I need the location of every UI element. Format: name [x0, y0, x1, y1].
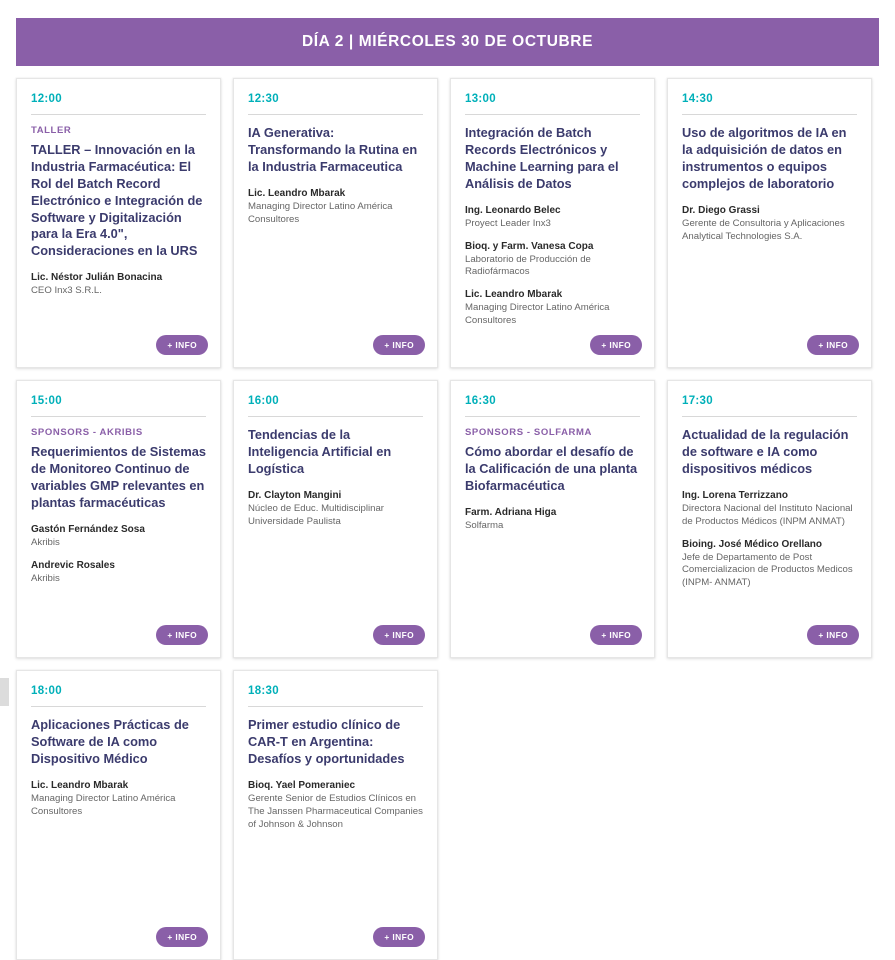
speaker-role: Akribis	[31, 536, 60, 548]
session-time: 18:30	[248, 685, 423, 707]
day-header-bar	[16, 18, 879, 66]
session-card[interactable]	[16, 78, 221, 368]
session-title: Tendencias de la Inteligencia Artificial en Logística	[248, 427, 392, 476]
speaker-name: Farm. Adriana Higa	[465, 506, 557, 518]
day-header-title: DÍA 2 | MIÉRCOLES 30 DE OCTUBRE	[301, 33, 594, 50]
speaker-role: Laboratorio de Producción de Radiofármacos	[465, 253, 591, 278]
speaker-role: Managing Director Latino América Consultores	[31, 792, 176, 817]
session-card[interactable]	[450, 380, 655, 658]
info-button[interactable]: + INFO	[590, 335, 642, 355]
speaker-role: Solfarma	[465, 519, 504, 531]
info-button[interactable]: + INFO	[156, 625, 208, 645]
speaker-name: Bioq. y Farm. Vanesa Copa	[465, 240, 594, 252]
info-button[interactable]: + INFO	[156, 927, 208, 947]
info-button[interactable]: + INFO	[373, 927, 425, 947]
speaker	[248, 489, 423, 529]
speaker	[31, 779, 206, 819]
session-title: Requerimientos de Sistemas de Monitoreo Continuo de variables GMP relevantes en plantas farmacéuticas	[31, 444, 206, 510]
session-card[interactable]	[667, 78, 872, 368]
session-title: Primer estudio clínico de CAR-T en Argentina: Desafíos y oportunidades	[248, 717, 405, 766]
speaker-role: Directora Nacional del Instituto Nacional de Productos Médicos (INPM ANMAT)	[682, 502, 853, 527]
session-title: Integración de Batch Records Electrónicos y Machine Learning para el Análisis de Datos	[465, 125, 619, 191]
speaker-name: Lic. Néstor Julián Bonacina	[31, 272, 163, 284]
info-button[interactable]: + INFO	[373, 625, 425, 645]
session-title: Uso de algoritmos de IA en la adquisición de datos en instrumentos o equipos complejos de laboratorio	[682, 125, 847, 191]
speaker-name: Dr. Clayton Mangini	[248, 489, 342, 501]
speaker	[31, 271, 206, 298]
session-title: Actualidad de la regulación de software e IA como dispositivos médicos	[682, 427, 849, 476]
speaker-name: Lic. Leandro Mbarak	[248, 187, 346, 199]
speaker-role: Núcleo de Educ. Multidisciplinar Universidade Paulista	[248, 502, 384, 527]
session-kicker: SPONSORS - AKRIBIS	[31, 427, 143, 438]
info-button[interactable]: + INFO	[807, 335, 859, 355]
speaker	[682, 538, 857, 591]
session-time: 14:30	[682, 93, 857, 115]
info-button[interactable]: + INFO	[807, 625, 859, 645]
speaker-name: Ing. Lorena Terrizzano	[682, 489, 788, 501]
speaker	[465, 506, 640, 533]
session-time: 12:00	[31, 93, 206, 115]
speaker-role: Jefe de Departamento de Post Comercializacion de Productos Medicos (INPM- ANMAT)	[682, 551, 853, 589]
info-button[interactable]: + INFO	[156, 335, 208, 355]
speaker-role: Managing Director Latino América Consultores	[465, 302, 610, 327]
speaker-role: Managing Director Latino América Consultores	[248, 200, 393, 225]
speaker-role: Proyect Leader Inx3	[465, 217, 551, 229]
speaker	[248, 187, 423, 227]
speaker	[682, 204, 857, 244]
session-card[interactable]	[450, 78, 655, 368]
info-button[interactable]: + INFO	[373, 335, 425, 355]
session-card[interactable]	[233, 78, 438, 368]
speaker-role: Gerente Senior de Estudios Clínicos en The Janssen Pharmaceutical Companies of Johnson & Johnson	[248, 792, 423, 830]
speaker-name: Bioing. José Médico Orellano	[682, 538, 823, 550]
session-card[interactable]	[233, 380, 438, 658]
page-edge-tab	[0, 678, 9, 706]
speaker-role: CEO Inx3 S.R.L.	[31, 285, 102, 297]
session-time: 13:00	[465, 93, 640, 115]
session-title: TALLER – Innovación en la Industria Farmacéutica: El Rol del Batch Record Electrónico e Integración de Software y Digitalización para la Era 4.0", Consideraciones en la URS	[31, 142, 203, 259]
session-card[interactable]	[16, 380, 221, 658]
speaker-name: Dr. Diego Grassi	[682, 204, 760, 216]
session-kicker: SPONSORS - SOLFARMA	[465, 427, 592, 438]
speaker	[682, 489, 857, 529]
speaker-name: Andrevic Rosales	[31, 559, 115, 571]
speaker-name: Gastón Fernández Sosa	[31, 523, 145, 535]
session-title: Cómo abordar el desafío de la Calificación de una planta Biofarmacéutica	[465, 444, 638, 493]
session-card[interactable]	[16, 670, 221, 960]
session-time: 16:00	[248, 395, 423, 417]
speaker	[465, 288, 640, 328]
speaker-role: Gerente de Consultoria y Aplicaciones Analytical Technologies S.A.	[682, 217, 845, 242]
info-button[interactable]: + INFO	[590, 625, 642, 645]
session-time: 12:30	[248, 93, 423, 115]
speaker-name: Lic. Leandro Mbarak	[465, 289, 563, 301]
speaker	[248, 779, 423, 832]
speaker-name: Bioq. Yael Pomeraniec	[248, 779, 356, 791]
session-time: 16:30	[465, 395, 640, 417]
session-kicker: TALLER	[31, 125, 72, 136]
session-card[interactable]	[233, 670, 438, 960]
session-title: IA Generativa: Transformando la Rutina en la Industria Farmaceutica	[248, 125, 418, 174]
speaker-name: Ing. Leonardo Belec	[465, 204, 561, 216]
session-title: Aplicaciones Prácticas de Software de IA como Dispositivo Médico	[31, 717, 189, 766]
session-time: 15:00	[31, 395, 206, 417]
session-time: 18:00	[31, 685, 206, 707]
session-card[interactable]	[667, 380, 872, 658]
speaker	[465, 240, 640, 280]
sessions-grid	[0, 66, 895, 960]
speaker	[31, 559, 206, 586]
speaker-name: Lic. Leandro Mbarak	[31, 779, 129, 791]
speaker	[465, 204, 640, 231]
session-time: 17:30	[682, 395, 857, 417]
speaker	[31, 523, 206, 550]
speaker-role: Akribis	[31, 572, 60, 584]
